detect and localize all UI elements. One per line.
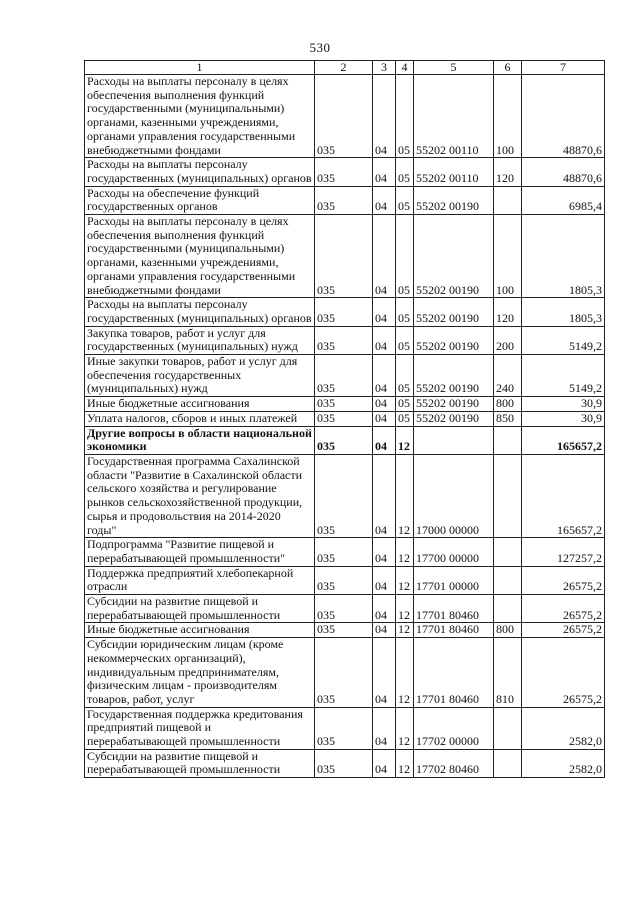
row-expense-type <box>494 538 522 566</box>
row-name: Подпрограмма "Развитие пищевой и перерабатывающей промышленности" <box>85 538 315 566</box>
row-ved-code: 035 <box>315 215 373 298</box>
table-row <box>85 538 605 566</box>
table-row <box>85 566 605 594</box>
row-subsection-code: 12 <box>396 638 414 708</box>
row-section-code: 04 <box>373 75 396 158</box>
table-row <box>85 158 605 186</box>
row-target-article: 17702 00000 <box>414 707 494 749</box>
row-expense-type <box>494 426 522 454</box>
row-target-article: 55202 00110 <box>414 158 494 186</box>
row-expense-type: 810 <box>494 638 522 708</box>
row-section-code: 04 <box>373 298 396 326</box>
row-subsection-code: 05 <box>396 397 414 412</box>
row-ved-code: 035 <box>315 298 373 326</box>
row-subsection-code: 12 <box>396 707 414 749</box>
row-expense-type: 200 <box>494 326 522 354</box>
table-body <box>85 75 605 778</box>
row-subsection-code: 05 <box>396 186 414 214</box>
row-section-code: 04 <box>373 707 396 749</box>
table-row <box>85 623 605 638</box>
row-amount: 2582,0 <box>522 749 605 777</box>
table-row <box>85 638 605 708</box>
row-amount: 26575,2 <box>522 638 605 708</box>
row-section-code: 04 <box>373 595 396 623</box>
row-ved-code: 035 <box>315 566 373 594</box>
row-amount: 5149,2 <box>522 326 605 354</box>
row-target-article: 17701 80460 <box>414 638 494 708</box>
row-ved-code: 035 <box>315 454 373 537</box>
row-expense-type <box>494 186 522 214</box>
row-section-code: 04 <box>373 355 396 397</box>
row-section-code: 04 <box>373 426 396 454</box>
table-row <box>85 298 605 326</box>
row-section-code: 04 <box>373 454 396 537</box>
row-target-article <box>414 426 494 454</box>
row-amount: 165657,2 <box>522 454 605 537</box>
table-row <box>85 411 605 426</box>
row-section-code: 04 <box>373 638 396 708</box>
row-expense-type <box>494 566 522 594</box>
row-ved-code: 035 <box>315 411 373 426</box>
row-amount: 48870,6 <box>522 158 605 186</box>
row-ved-code: 035 <box>315 638 373 708</box>
row-amount: 1805,3 <box>522 215 605 298</box>
table-row <box>85 75 605 158</box>
row-name: Расходы на выплаты персоналу государственных (муниципальных) органов <box>85 298 315 326</box>
row-expense-type <box>494 454 522 537</box>
header-col-5: 5 <box>414 61 494 75</box>
row-amount: 26575,2 <box>522 623 605 638</box>
row-target-article: 17702 80460 <box>414 749 494 777</box>
budget-table <box>84 60 605 778</box>
row-expense-type: 800 <box>494 623 522 638</box>
row-name: Расходы на обеспечение функций государственных органов <box>85 186 315 214</box>
header-col-2: 2 <box>315 61 373 75</box>
row-ved-code: 035 <box>315 397 373 412</box>
row-expense-type: 100 <box>494 75 522 158</box>
row-ved-code: 035 <box>315 749 373 777</box>
row-name: Иные бюджетные ассигнования <box>85 397 315 412</box>
row-amount: 26575,2 <box>522 595 605 623</box>
row-target-article: 17701 80460 <box>414 595 494 623</box>
row-expense-type: 120 <box>494 158 522 186</box>
row-section-code: 04 <box>373 326 396 354</box>
row-section-code: 04 <box>373 186 396 214</box>
row-subsection-code: 12 <box>396 623 414 638</box>
row-subsection-code: 05 <box>396 355 414 397</box>
row-target-article: 55202 00190 <box>414 355 494 397</box>
row-amount: 30,9 <box>522 411 605 426</box>
row-subsection-code: 12 <box>396 566 414 594</box>
row-name: Поддержка предприятий хлебопекарной отрасли <box>85 566 315 594</box>
row-ved-code: 035 <box>315 623 373 638</box>
row-ved-code: 035 <box>315 75 373 158</box>
row-name: Закупка товаров, работ и услуг для государственных (муниципальных) нужд <box>85 326 315 354</box>
table-row <box>85 326 605 354</box>
row-subsection-code: 05 <box>396 326 414 354</box>
row-ved-code: 035 <box>315 595 373 623</box>
table-row <box>85 186 605 214</box>
row-section-code: 04 <box>373 158 396 186</box>
table-row <box>85 749 605 777</box>
row-amount: 1805,3 <box>522 298 605 326</box>
header-col-3: 3 <box>373 61 396 75</box>
row-expense-type <box>494 595 522 623</box>
row-name: Расходы на выплаты персоналу в целях обеспечения выполнения функций государственными (муниципальными) органами, казенными учреждениями, органами управления государственными внебюджетными фондами <box>85 215 315 298</box>
row-amount: 5149,2 <box>522 355 605 397</box>
row-section-code: 04 <box>373 566 396 594</box>
row-target-article: 55202 00190 <box>414 397 494 412</box>
row-expense-type: 120 <box>494 298 522 326</box>
row-section-code: 04 <box>373 538 396 566</box>
table-row <box>85 595 605 623</box>
row-section-code: 04 <box>373 215 396 298</box>
row-target-article: 17700 00000 <box>414 538 494 566</box>
row-subsection-code: 12 <box>396 538 414 566</box>
table-row <box>85 397 605 412</box>
row-name: Субсидии юридическим лицам (кроме некоммерческих организаций), индивидуальным предпринимателям, физическим лицам - производителям товаров, работ, услуг <box>85 638 315 708</box>
row-ved-code: 035 <box>315 355 373 397</box>
row-section-code: 04 <box>373 411 396 426</box>
row-target-article: 55202 00190 <box>414 326 494 354</box>
row-target-article: 17701 00000 <box>414 566 494 594</box>
row-ved-code: 035 <box>315 326 373 354</box>
table-row <box>85 426 605 454</box>
row-expense-type: 850 <box>494 411 522 426</box>
row-ved-code: 035 <box>315 707 373 749</box>
table-row <box>85 215 605 298</box>
row-name: Субсидии на развитие пищевой и перерабатывающей промышленности <box>85 595 315 623</box>
table-row <box>85 355 605 397</box>
row-section-code: 04 <box>373 749 396 777</box>
row-subsection-code: 05 <box>396 215 414 298</box>
row-expense-type <box>494 749 522 777</box>
row-name: Уплата налогов, сборов и иных платежей <box>85 411 315 426</box>
row-subsection-code: 12 <box>396 749 414 777</box>
row-section-code: 04 <box>373 623 396 638</box>
row-name: Государственная программа Сахалинской области "Развитие в Сахалинской области сельского хозяйства и регулирование рынков сельскохозяйственной продукции, сырья и продовольствия на 2014-2020 годы" <box>85 454 315 537</box>
table-row <box>85 454 605 537</box>
row-target-article: 55202 00110 <box>414 75 494 158</box>
header-col-6: 6 <box>494 61 522 75</box>
header-col-1: 1 <box>85 61 315 75</box>
row-amount: 127257,2 <box>522 538 605 566</box>
row-target-article: 55202 00190 <box>414 215 494 298</box>
row-name: Государственная поддержка кредитования предприятий пищевой и перерабатывающей промышленности <box>85 707 315 749</box>
row-expense-type: 240 <box>494 355 522 397</box>
row-name: Расходы на выплаты персоналу в целях обеспечения выполнения функций государственными (муниципальными) органами, казенными учреждениями, органами управления государственными внебюджетными фондами <box>85 75 315 158</box>
row-ved-code: 035 <box>315 426 373 454</box>
page-number: 530 <box>309 40 331 55</box>
row-subsection-code: 05 <box>396 75 414 158</box>
row-amount: 48870,6 <box>522 75 605 158</box>
row-ved-code: 035 <box>315 186 373 214</box>
row-name: Иные закупки товаров, работ и услуг для обеспечения государственных (муниципальных) нужд <box>85 355 315 397</box>
header-col-4: 4 <box>396 61 414 75</box>
row-amount: 30,9 <box>522 397 605 412</box>
row-target-article: 17701 80460 <box>414 623 494 638</box>
row-amount: 165657,2 <box>522 426 605 454</box>
row-subsection-code: 12 <box>396 426 414 454</box>
row-ved-code: 035 <box>315 158 373 186</box>
row-target-article: 55202 00190 <box>414 411 494 426</box>
row-name: Расходы на выплаты персоналу государственных (муниципальных) органов <box>85 158 315 186</box>
row-amount: 2582,0 <box>522 707 605 749</box>
row-name: Другие вопросы в области национальной экономики <box>85 426 315 454</box>
row-expense-type: 800 <box>494 397 522 412</box>
row-subsection-code: 12 <box>396 454 414 537</box>
row-expense-type: 100 <box>494 215 522 298</box>
row-expense-type <box>494 707 522 749</box>
row-name: Субсидии на развитие пищевой и перерабатывающей промышленности <box>85 749 315 777</box>
row-subsection-code: 12 <box>396 595 414 623</box>
row-amount: 6985,4 <box>522 186 605 214</box>
row-subsection-code: 05 <box>396 298 414 326</box>
row-target-article: 55202 00190 <box>414 186 494 214</box>
row-section-code: 04 <box>373 397 396 412</box>
row-subsection-code: 05 <box>396 158 414 186</box>
row-amount: 26575,2 <box>522 566 605 594</box>
row-target-article: 55202 00190 <box>414 298 494 326</box>
row-subsection-code: 05 <box>396 411 414 426</box>
table-row <box>85 707 605 749</box>
row-ved-code: 035 <box>315 538 373 566</box>
header-col-7: 7 <box>522 61 605 75</box>
row-target-article: 17000 00000 <box>414 454 494 537</box>
row-name: Иные бюджетные ассигнования <box>85 623 315 638</box>
table-header-row <box>85 61 605 75</box>
